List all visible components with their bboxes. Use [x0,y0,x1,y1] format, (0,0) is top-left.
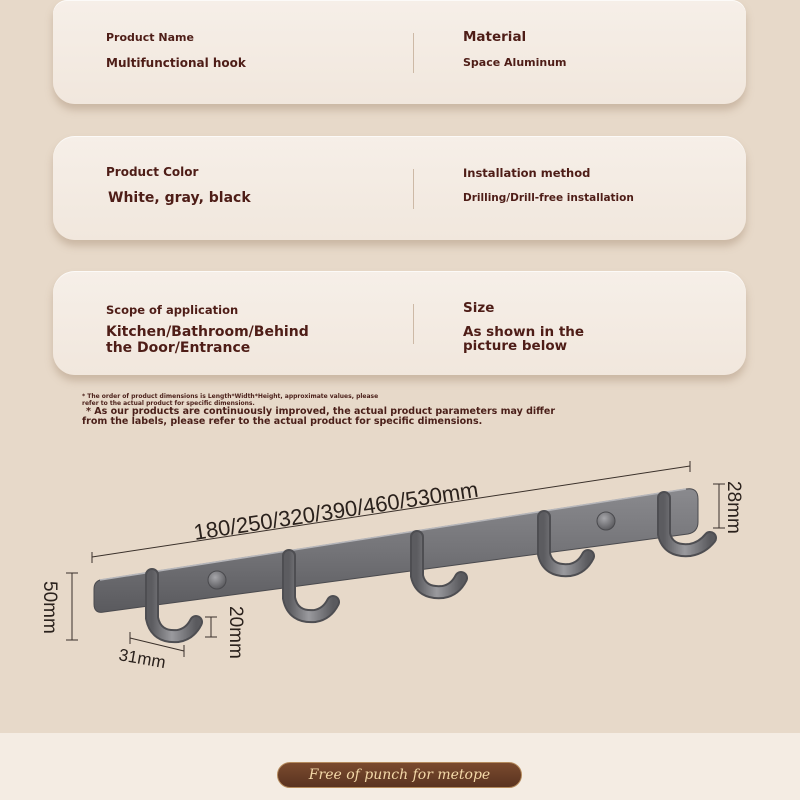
product-color-value: White, gray, black [108,190,251,206]
screw-icon [208,571,226,589]
free-of-punch-badge: Free of punch for metope [277,762,522,788]
installation-method-value: Drilling/Drill-free installation [463,192,634,204]
scope-value-line2: the Door/Entrance [106,340,251,356]
plate-height-dimension-label: 50mm [39,581,60,634]
back-height-dimension-label: 28mm [723,481,744,534]
screw-icon [597,512,615,530]
installation-method-label: Installation method [463,166,591,180]
note-line-1: * The order of product dimensions is Length*Width*Height, approximate values, please [82,393,379,400]
size-value-line1: As shown in the [463,324,585,340]
length-dimension-label: 180/250/320/390/460/530mm [191,476,480,545]
hook-depth-dimension-label: 20mm [225,606,246,659]
product-color-label: Product Color [106,165,199,179]
scope-label: Scope of application [106,303,239,317]
note-line-4: from the labels, please refer to the actual product for specific dimensions. [82,416,483,427]
size-label: Size [463,300,495,316]
material-label: Material [463,29,527,45]
size-value-line2: picture below [463,338,568,354]
product-name-label: Product Name [106,31,194,44]
material-value: Space Aluminum [463,56,567,69]
hook-width-dimension-label: 31mm [117,645,168,673]
product-name-value: Multifunctional hook [106,56,246,70]
scope-value-line1: Kitchen/Bathroom/Behind [106,324,309,340]
note-line-3: * As our products are continuously improved, the actual product parameters may differ [86,406,556,417]
note-line-2: refer to the actual product for specific dimensions. [82,400,255,407]
